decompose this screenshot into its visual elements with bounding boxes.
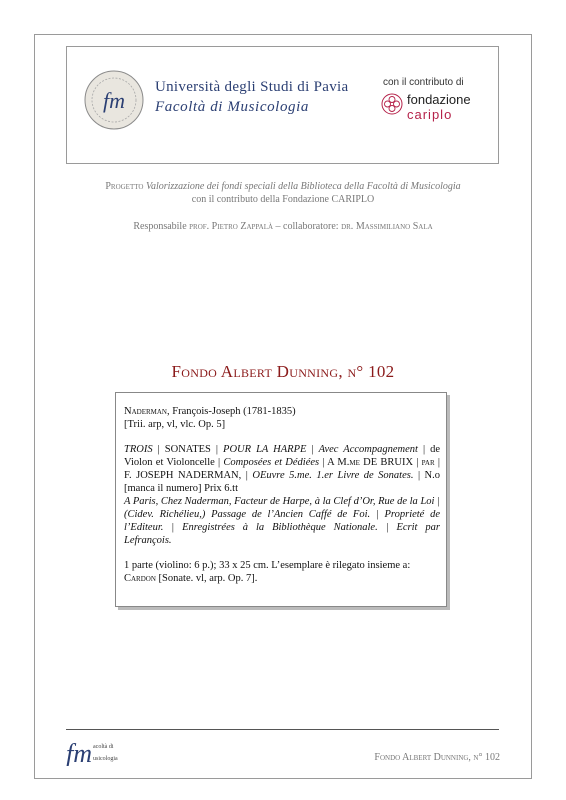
footer-title: Fondo Albert Dunning, n° 102: [374, 752, 500, 763]
title-part: | SONATES |: [152, 444, 224, 455]
bound-with-name: Cardon: [124, 573, 156, 584]
project-label: Progetto: [105, 181, 144, 192]
fondo-title: Fondo Albert Dunning, n° 102: [171, 362, 395, 381]
title-part: POUR LA HARPE: [223, 444, 307, 455]
record-uniform-title: [Trii. arp, vl, vlc. Op. 5]: [124, 419, 226, 430]
imprint-text: A Paris, Chez Naderman, Facteur de Harpe, à la Clef d’Or, Rue de la Loi | (Cidev. Richélieu,) Passage de l’Ancien Caffé de Foi. | Proprieté de l’Editeur. | Enregistrées à la Bibliothèque Nationale. | Ecrit par Lefrançois.: [124, 496, 440, 546]
title-part: TROIS: [124, 444, 153, 455]
title-part: |: [306, 444, 319, 455]
title-part: par: [421, 457, 435, 468]
record-bound-with: [124, 572, 440, 585]
project-title: Valorizzazione dei fondi speciali della Biblioteca della Facoltà di Musicologia: [145, 181, 461, 192]
project-contribution: con il contributo della Fondazione CARIPLO: [191, 194, 375, 205]
footer-logo-line2: usicologia: [93, 756, 118, 762]
title-part: | A M.: [319, 457, 350, 468]
university-seal-icon: [83, 69, 145, 131]
title-part: OEuvre 5.me. 1.er Livre de Sonates.: [252, 470, 414, 481]
collaborator-name: Massimiliano Sala: [355, 221, 433, 232]
sponsor-name-line2: cariplo: [407, 107, 453, 122]
responsible-title: prof.: [189, 221, 210, 232]
university-name: Università degli Studi di Pavia: [155, 79, 349, 95]
title-part: Avec Accompagnement: [318, 444, 418, 455]
bound-with-details: [Sonate. vl, arp. Op. 7].: [155, 573, 258, 584]
footer-rule: [66, 729, 499, 730]
project-description: [34, 180, 532, 206]
author-details: , François-Joseph (1781-1835): [166, 406, 296, 417]
title-part: | F. JOSEPH NADERMAN, |: [124, 457, 440, 481]
footer-logo-line1: acoltà di: [93, 744, 114, 750]
responsible-line: [34, 221, 532, 232]
catalog-record: [115, 392, 447, 607]
sponsor-intro: con il contributo di: [383, 77, 464, 88]
title-part: Composées et Dédiées: [223, 457, 320, 468]
seal-monogram: fm: [103, 88, 125, 113]
title-part: | N.o [manca il numero] Prix 6.tt: [124, 470, 441, 494]
title-part: me: [349, 457, 360, 468]
collaborator-title: dr.: [341, 221, 354, 232]
cariplo-flower-icon: [381, 93, 403, 115]
responsible-name: Pietro Zappalà: [211, 221, 274, 232]
responsible-label: Responsabile: [133, 221, 187, 232]
sponsor-name-line1: fondazione: [407, 92, 471, 107]
collaborator-label: – collaboratore:: [275, 221, 339, 232]
title-part: | de Violon et Violoncelle |: [124, 444, 441, 468]
record-author: [124, 405, 440, 418]
record-title-page: [124, 443, 440, 495]
header-box: [66, 46, 499, 164]
record-description: 1 parte (violino: 6 p.); 33 x 25 cm. L’esemplare è rilegato insieme a:: [124, 560, 411, 571]
author-surname: Naderman: [124, 406, 167, 417]
faculty-name: Facoltà di Musicologia: [155, 99, 310, 115]
footer-monogram: fm: [66, 739, 92, 766]
title-part: DE BRUIX |: [359, 457, 422, 468]
record-imprint: [124, 495, 440, 547]
faculty-logo-icon: [66, 736, 126, 766]
